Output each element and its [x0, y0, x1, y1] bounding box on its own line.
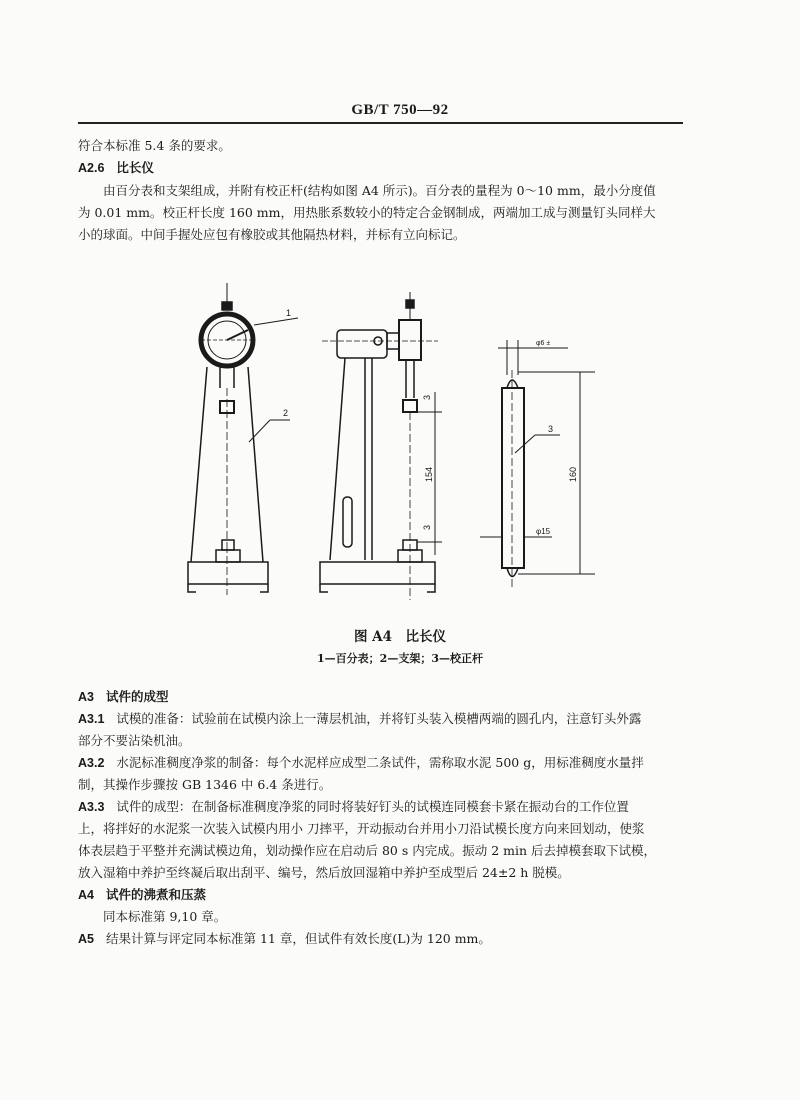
body-line: 部分不要沾染机油。 [78, 733, 191, 748]
body-text: 结果计算与评定同本标准第 11 章，但试件有效长度(L)为 120 mm。 [105, 931, 491, 946]
section-number: A2.6 [78, 161, 105, 175]
label-part-3: 3 [548, 424, 554, 434]
section-a2-6-heading [78, 157, 154, 179]
section-a4-heading [78, 884, 206, 906]
section-a5-line [78, 928, 491, 950]
section-a3-1-line [78, 708, 641, 730]
section-title: 比长仪 [116, 160, 154, 175]
header-rule [78, 122, 683, 124]
body-line: 体表层趋于平整并充满试模边角，划动操作应在启动后 80 s 内完成。振动 2 min 后去掉模套取下试模， [78, 843, 657, 858]
section-title: 试件的成型 [105, 689, 169, 704]
figure-legend: 1—百分表；2—支架；3—校正杆 [317, 652, 483, 665]
section-number: A3.1 [78, 712, 105, 726]
label-part-2: 2 [283, 408, 289, 418]
document-header: GB/T 750—92 [351, 102, 449, 118]
body-line: 小的球面。中间手握处应包有橡胶或其他隔热材料，并标有立向标记。 [78, 227, 466, 242]
body-line: 制，其操作步骤按 GB 1346 中 6.4 条进行。 [78, 777, 332, 792]
section-a3-2-line [78, 752, 644, 774]
figure-a4-comparator-diagram [180, 280, 620, 600]
dim-rod-end-diameter: φ6 ± [536, 340, 551, 347]
section-number: A3 [78, 690, 94, 704]
section-title: 试件的沸煮和压蒸 [105, 887, 206, 902]
body-text: 试模的准备：试验前在试模内涂上一薄层机油，并将钉头装入模槽两端的圆孔内，注意钉头外露 [116, 711, 642, 726]
section-number: A3.3 [78, 800, 105, 814]
dim-span: 154 [424, 466, 434, 482]
dim-rod-length: 160 [568, 466, 578, 482]
dim-rod-diameter: φ15 [536, 527, 551, 536]
body-line: 上，将拌好的水泥浆一次装入试模内用小 刀摔平，开动振动台并用小刀沿试模长度方向来回划动，使浆 [78, 821, 645, 836]
section-number: A5 [78, 932, 94, 946]
body-line: 为 0.01 mm。校正杆长度 160 mm，用热胀系数较小的特定合金钢制成，两端加工成与测量钉头同样大 [78, 205, 656, 220]
body-line: 放入湿箱中养护至终凝后取出刮平、编号，然后放回湿箱中养护至成型后 24±2 h 脱模。 [78, 865, 570, 880]
dim-top-gap: 3 [422, 394, 432, 400]
label-part-1: 1 [286, 308, 292, 318]
body-line: 由百分表和支架组成，并附有校正杆(结构如图 A4 所示)。百分表的量程为 0～10 mm，最小分度值 [103, 183, 656, 198]
section-a3-heading [78, 686, 169, 708]
body-text: 试件的成型：在制备标准稠度净浆的同时将装好钉头的试模连同模套卡紧在振动台的工作位置 [116, 799, 629, 814]
dim-bottom-gap: 3 [422, 524, 432, 530]
section-number: A4 [78, 888, 94, 902]
section-a3-3-line [78, 796, 629, 818]
body-line: 同本标准第 9,10 章。 [103, 909, 227, 924]
body-text: 水泥标准稠度净浆的制备：每个水泥样应成型二条试件，需称取水泥 500 g，用标准稠度水量拌 [116, 755, 644, 770]
intro-line: 符合本标准 5.4 条的要求。 [78, 138, 231, 153]
figure-caption: 图 A4 比长仪 [353, 629, 447, 645]
section-number: A3.2 [78, 756, 105, 770]
